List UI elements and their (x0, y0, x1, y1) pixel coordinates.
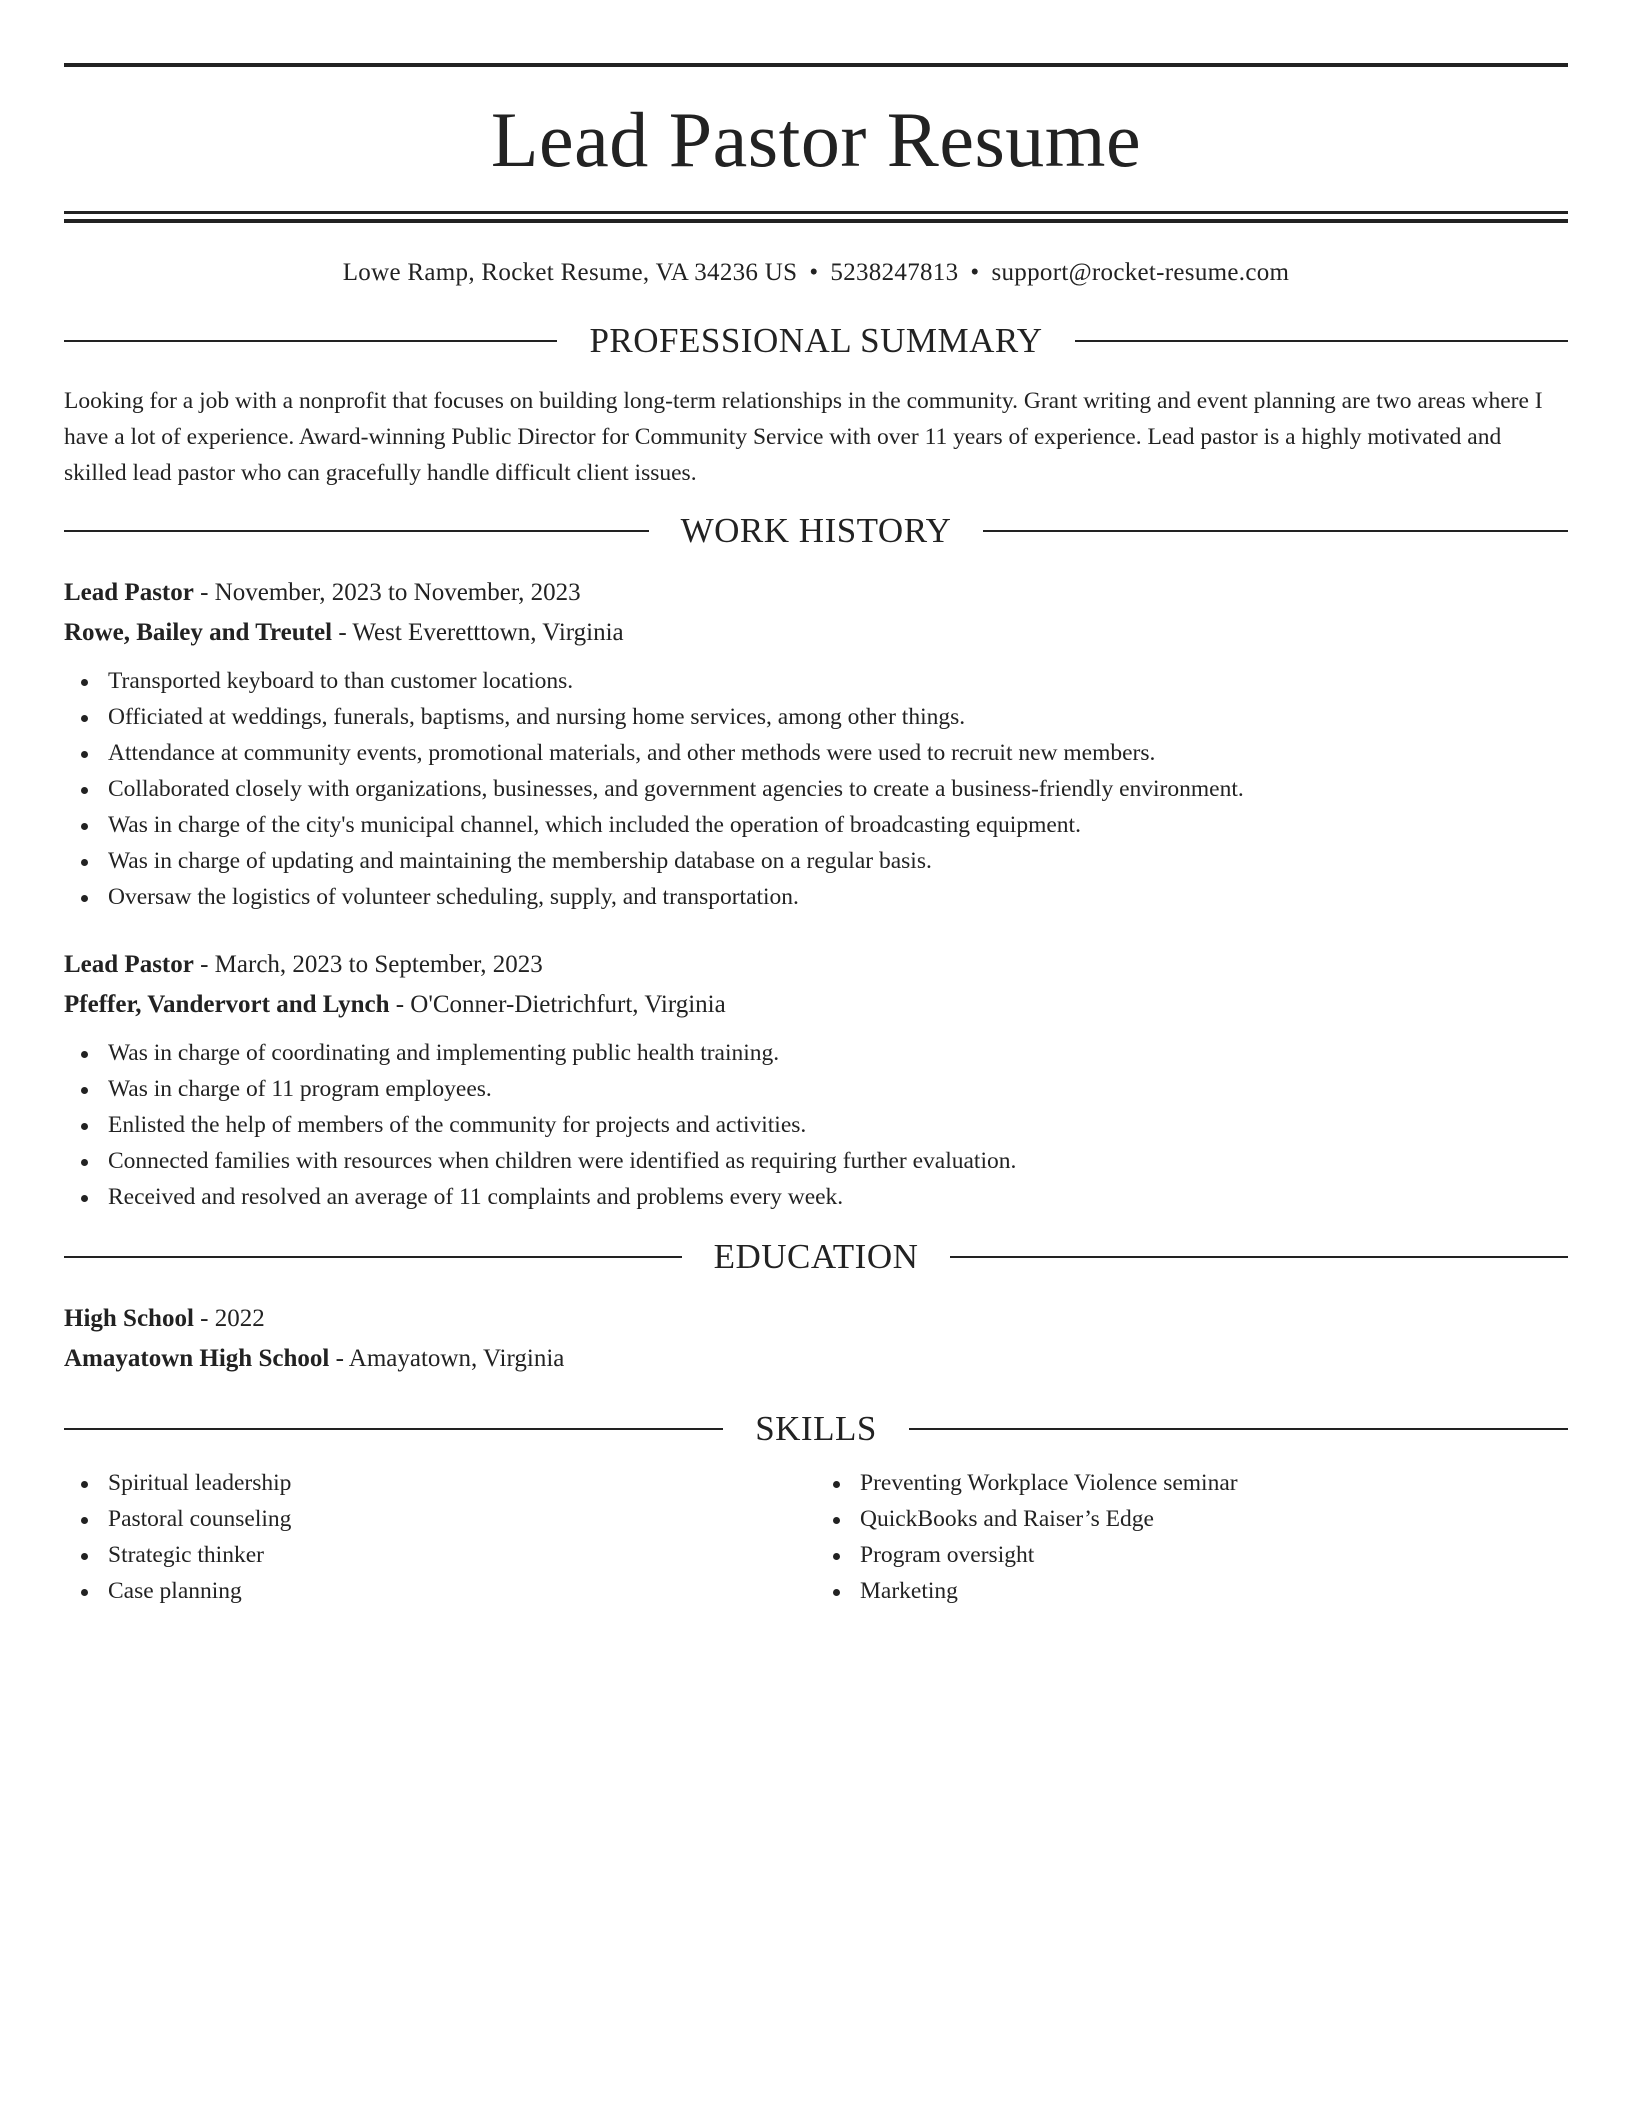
title-double-rule (64, 211, 1568, 223)
skill-item: Case planning (64, 1573, 816, 1609)
job-title-line (64, 573, 1568, 613)
list-item: Was in charge of coordinating and implementing public health training. (64, 1035, 1568, 1071)
section-heading-summary (64, 321, 1568, 361)
section-title: WORK HISTORY (680, 511, 952, 550)
job-entry (64, 573, 1568, 915)
list-item: Received and resolved an average of 11 complaints and problems every week. (64, 1179, 1568, 1215)
job-dates: - March, 2023 to September, 2023 (193, 951, 543, 978)
contact-email: support@rocket-resume.com (991, 259, 1290, 286)
job-company-line (64, 613, 1568, 653)
job-dates: - November, 2023 to November, 2023 (193, 579, 581, 606)
job-location: - O'Conner-Dietrichfurt, Virginia (389, 991, 726, 1018)
contact-separator: • (809, 259, 819, 286)
job-title-line (64, 945, 1568, 985)
job-bullets (64, 1035, 1568, 1215)
list-item: Transported keyboard to than customer locations. (64, 663, 1568, 699)
job-location: - West Everetttown, Virginia (332, 619, 624, 646)
education-location: - Amayatown, Virginia (329, 1345, 565, 1372)
skills-column-right (816, 1465, 1568, 1609)
job-entry (64, 945, 1568, 1215)
job-title: Lead Pastor (64, 951, 194, 978)
contact-address: Lowe Ramp, Rocket Resume, VA 34236 US (342, 259, 798, 286)
education-degree-line (64, 1299, 1568, 1339)
list-item: Oversaw the logistics of volunteer scheduling, supply, and transportation. (64, 879, 1568, 915)
skill-item: Strategic thinker (64, 1537, 816, 1573)
contact-phone: 5238247813 (830, 259, 959, 286)
list-item: Was in charge of updating and maintaining the membership database on a regular basis. (64, 843, 1568, 879)
education-school: Amayatown High School (64, 1345, 330, 1372)
summary-text: Looking for a job with a nonprofit that focuses on building long-term relationships in the community. Grant writing and event planning are two areas where I have a lot of experience. Award-winning Public Director for Community Service with over 11 years of experience. Lead pastor is a highly motivated and skilled lead pastor who can gracefully handle difficult client issues. (64, 388, 1543, 486)
education-degree: High School (64, 1305, 194, 1332)
education-school-line (64, 1339, 1568, 1379)
section-heading-education (64, 1237, 1568, 1277)
skill-item: QuickBooks and Raiser’s Edge (816, 1501, 1568, 1537)
job-company: Rowe, Bailey and Treutel (64, 619, 333, 646)
skill-item: Spiritual leadership (64, 1465, 816, 1501)
section-heading-skills (64, 1409, 1568, 1449)
contact-line (64, 259, 1568, 287)
education-entry (64, 1299, 1568, 1379)
education-year: - 2022 (193, 1305, 265, 1332)
job-company: Pfeffer, Vandervort and Lynch (64, 991, 390, 1018)
list-item: Was in charge of the city's municipal channel, which included the operation of broadcasting equipment. (64, 807, 1568, 843)
skill-item: Pastoral counseling (64, 1501, 816, 1537)
section-title: EDUCATION (713, 1237, 919, 1276)
resume-page (64, 63, 1568, 1609)
list-item: Enlisted the help of members of the community for projects and activities. (64, 1107, 1568, 1143)
section-title: SKILLS (755, 1409, 877, 1448)
contact-separator: • (970, 259, 980, 286)
top-rule (64, 63, 1568, 67)
job-title: Lead Pastor (64, 579, 194, 606)
resume-title: Lead Pastor Resume (490, 96, 1142, 183)
list-item: Officiated at weddings, funerals, baptisms, and nursing home services, among other things. (64, 699, 1568, 735)
job-bullets (64, 663, 1568, 915)
skills-grid (64, 1465, 1568, 1609)
skills-column-left (64, 1465, 816, 1609)
skill-item: Preventing Workplace Violence seminar (816, 1465, 1568, 1501)
skill-item: Program oversight (816, 1537, 1568, 1573)
skill-item: Marketing (816, 1573, 1568, 1609)
list-item: Collaborated closely with organizations, businesses, and government agencies to create a business-friendly environment. (64, 771, 1568, 807)
section-title: PROFESSIONAL SUMMARY (589, 321, 1043, 360)
list-item: Attendance at community events, promotional materials, and other methods were used to recruit new members. (64, 735, 1568, 771)
list-item: Was in charge of 11 program employees. (64, 1071, 1568, 1107)
list-item: Connected families with resources when children were identified as requiring further evaluation. (64, 1143, 1568, 1179)
section-heading-work (64, 511, 1568, 551)
job-company-line (64, 985, 1568, 1025)
